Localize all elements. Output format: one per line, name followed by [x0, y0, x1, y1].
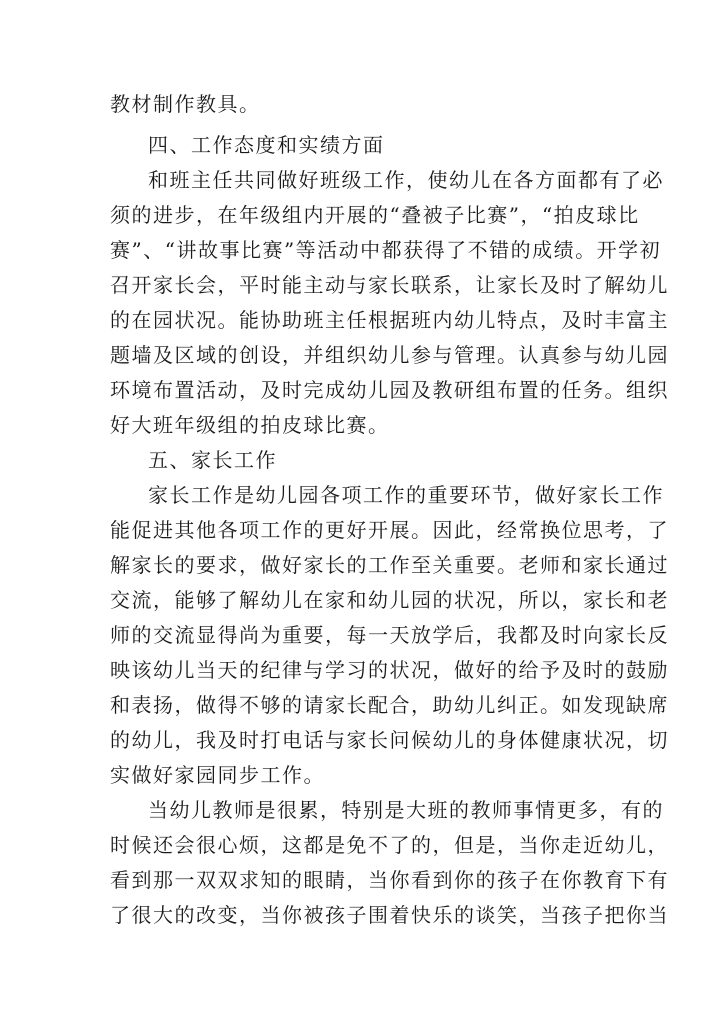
text-line: 好大班年级组的拍皮球比赛。	[110, 413, 390, 437]
text-line: 时候还会很心烦，这都是免不了的，但是，当你走近幼儿，	[110, 833, 669, 857]
text-line: 环境布置活动，及时完成幼儿园及教研组布置的任务。组织	[110, 378, 669, 402]
text-line: 解家长的要求，做好家长的工作至关重要。老师和家长通过	[110, 553, 669, 577]
text-line: 教材制作教具。	[110, 92, 261, 116]
paragraph-first-line: 家长工作是幼儿园各项工作的重要环节，做好家长工作	[148, 483, 664, 507]
text-line: 的幼儿，我及时打电话与家长问候幼儿的身体健康状况，切	[110, 728, 669, 752]
section-heading: 四、工作态度和实绩方面	[148, 133, 385, 157]
text-line: 赛”、“讲故事比赛”等活动中都获得了不错的成绩。开学初	[110, 238, 662, 262]
text-line: 交流，能够了解幼儿在家和幼儿园的状况，所以，家长和老	[110, 588, 669, 612]
section-heading: 五、家长工作	[148, 448, 277, 472]
text-line: 师的交流显得尚为重要，每一天放学后，我都及时向家长反	[110, 623, 669, 647]
text-line: 能促进其他各项工作的更好开展。因此，经常换位思考，了	[110, 518, 669, 542]
text-line: 映该幼儿当天的纪律与学习的状况，做好的给予及时的鼓励	[110, 658, 669, 682]
text-line: 的在园状况。能协助班主任根据班内幼儿特点，及时丰富主	[110, 308, 669, 332]
text-line: 看到那一双双求知的眼睛，当你看到你的孩子在你教育下有	[110, 868, 669, 892]
text-line: 须的进步，在年级组内开展的“叠被子比赛”，“拍皮球比	[110, 203, 640, 227]
text-line: 题墙及区域的创设，并组织幼儿参与管理。认真参与幼儿园	[110, 343, 669, 367]
paragraph-first-line: 和班主任共同做好班级工作，使幼儿在各方面都有了必	[148, 168, 664, 192]
text-line: 实做好家园同步工作。	[110, 763, 325, 787]
paragraph-first-line: 当幼儿教师是很累，特别是大班的教师事情更多，有的	[148, 798, 664, 822]
text-line: 了很大的改变，当你被孩子围着快乐的谈笑，当孩子把你当	[110, 903, 669, 927]
text-line: 召开家长会，平时能主动与家长联系，让家长及时了解幼儿	[110, 273, 669, 297]
text-line: 和表扬，做得不够的请家长配合，助幼儿纠正。如发现缺席	[110, 693, 669, 717]
